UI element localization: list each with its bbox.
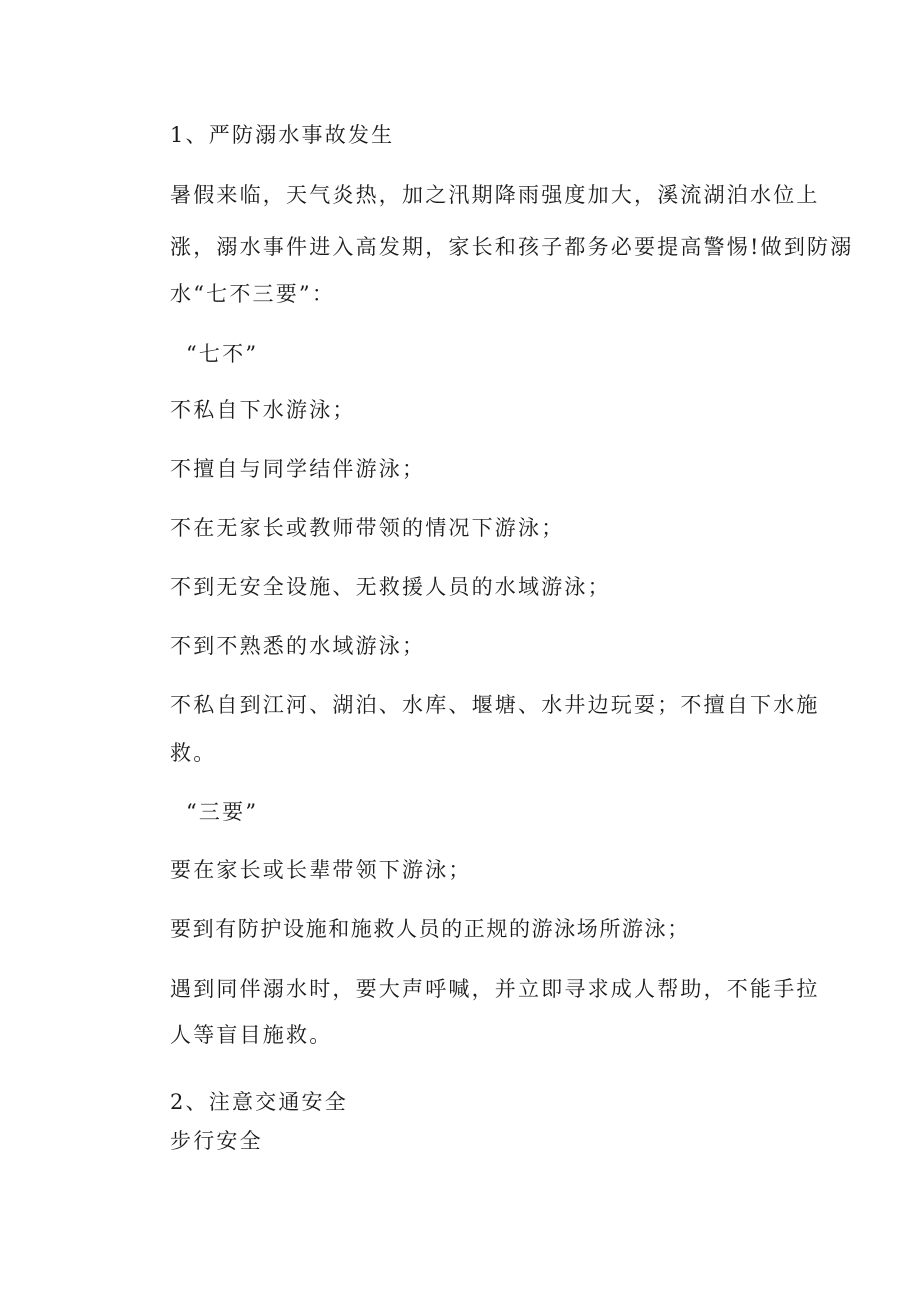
section-heading-traffic: 2、注意交通安全 [170, 1090, 348, 1114]
three-musts-item-continued: 人等盲目施救。 [170, 1023, 333, 1047]
seven-nots-item-continued: 救。 [170, 741, 217, 765]
three-musts-title: “三要” [186, 800, 259, 824]
three-musts-item: 遇到同伴溺水时，要大声呼喊，并立即寻求成人帮助，不能手拉 [170, 977, 820, 1001]
seven-nots-item: 不私自下水游泳； [170, 398, 356, 422]
subheading-walking-safety: 步行安全 [170, 1129, 263, 1153]
intro-paragraph-line-3: 水“七不三要”： [170, 282, 336, 306]
three-musts-item: 要在家长或长辈带领下游泳； [170, 858, 472, 882]
three-musts-item: 要到有防护设施和施救人员的正规的游泳场所游泳； [170, 917, 690, 941]
seven-nots-item: 不到不熟悉的水域游泳； [170, 634, 426, 658]
seven-nots-item: 不在无家长或教师带领的情况下游泳； [170, 516, 565, 540]
seven-nots-item: 不擅自与同学结伴游泳； [170, 457, 426, 481]
seven-nots-item: 不到无安全设施、无救援人员的水域游泳； [170, 575, 611, 599]
seven-nots-title: “七不” [186, 342, 259, 366]
intro-paragraph-line-1: 暑假来临，天气炎热，加之汛期降雨强度加大，溪流湖泊水位上 [170, 183, 820, 207]
intro-paragraph-line-2: 涨，溺水事件进入高发期，家长和孩子都务必要提高警惕!做到防溺 [170, 235, 854, 259]
section-heading-drowning: 1、严防溺水事故发生 [170, 123, 395, 147]
seven-nots-item: 不私自到江河、湖泊、水库、堰塘、水井边玩耍；不擅自下水施 [170, 693, 820, 717]
